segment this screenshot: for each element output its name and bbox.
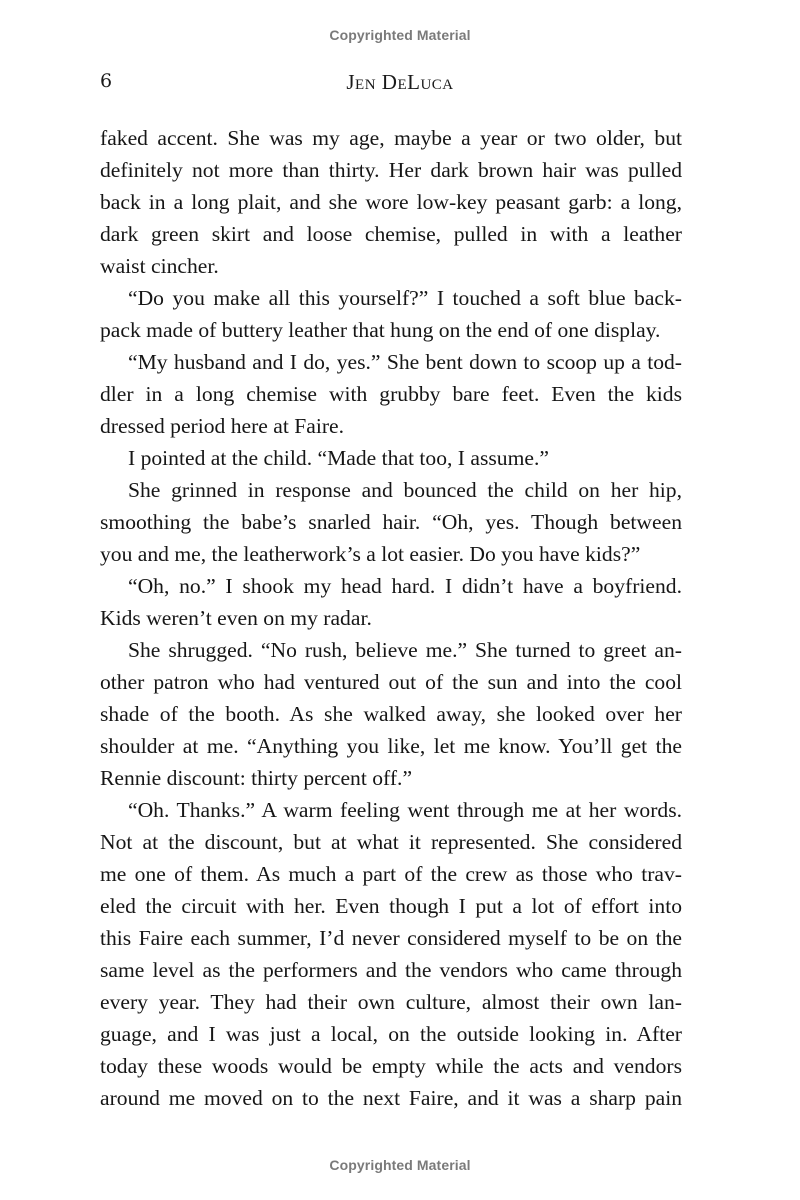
- text-line: She grinned in response and bounced the child on her hip,: [128, 478, 682, 502]
- text-line: “Oh. Thanks.” A warm feeling went through me at her words.: [128, 798, 682, 822]
- copyright-watermark-bottom: Copyrighted Material: [329, 1157, 471, 1173]
- copyright-watermark-top: Copyrighted Material: [329, 27, 471, 43]
- text-line: dressed period here at Faire.: [100, 414, 345, 438]
- body-text: [100, 122, 682, 1114]
- text-line: “Oh, no.” I shook my head hard. I didn’t have a boyfriend.: [128, 574, 682, 598]
- text-line: every year. They had their own culture, almost their own lan-: [100, 990, 682, 1014]
- running-head-author: Jen DeLuca: [346, 70, 454, 94]
- text-line: smoothing the babe’s snarled hair. “Oh, yes. Though between: [100, 510, 682, 534]
- text-line: same level as the performers and the vendors who came through: [100, 958, 682, 982]
- text-line: you and me, the leatherwork’s a lot easier. Do you have kids?”: [100, 542, 641, 566]
- text-line: “My husband and I do, yes.” She bent down to scoop up a tod-: [128, 350, 682, 374]
- page-number: 6: [100, 70, 113, 92]
- text-line: shade of the booth. As she walked away, she looked over her: [100, 702, 682, 726]
- text-line: dler in a long chemise with grubby bare feet. Even the kids: [100, 382, 682, 406]
- text-line: faked accent. She was my age, maybe a year or two older, but: [100, 126, 682, 150]
- text-line: back in a long plait, and she wore low-key peasant garb: a long,: [100, 190, 682, 214]
- text-line: around me moved on to the next Faire, and it was a sharp pain: [100, 1086, 682, 1110]
- text-line: I pointed at the child. “Made that too, I assume.”: [128, 446, 549, 470]
- text-line: Rennie discount: thirty percent off.”: [100, 766, 413, 790]
- text-line: shoulder at me. “Anything you like, let me know. You’ll get the: [100, 734, 682, 758]
- text-line: She shrugged. “No rush, believe me.” She turned to greet an-: [128, 638, 682, 662]
- text-line: eled the circuit with her. Even though I put a lot of effort into: [100, 894, 682, 918]
- text-line: definitely not more than thirty. Her dark brown hair was pulled: [100, 158, 682, 182]
- text-line: Kids weren’t even on my radar.: [100, 606, 372, 630]
- text-line: this Faire each summer, I’d never considered myself to be on the: [100, 926, 682, 950]
- text-line: pack made of buttery leather that hung on the end of one display.: [100, 318, 661, 342]
- text-line: Not at the discount, but at what it represented. She considered: [100, 830, 682, 854]
- text-line: other patron who had ventured out of the sun and into the cool: [100, 670, 682, 694]
- text-line: dark green skirt and loose chemise, pulled in with a leather: [100, 222, 682, 246]
- text-line: waist cincher.: [100, 254, 219, 278]
- text-line: me one of them. As much a part of the crew as those who trav-: [100, 862, 682, 886]
- text-line: “Do you make all this yourself?” I touched a soft blue back-: [128, 286, 682, 310]
- text-line: guage, and I was just a local, on the outside looking in. After: [100, 1022, 682, 1046]
- text-line: today these woods would be empty while the acts and vendors: [100, 1054, 682, 1078]
